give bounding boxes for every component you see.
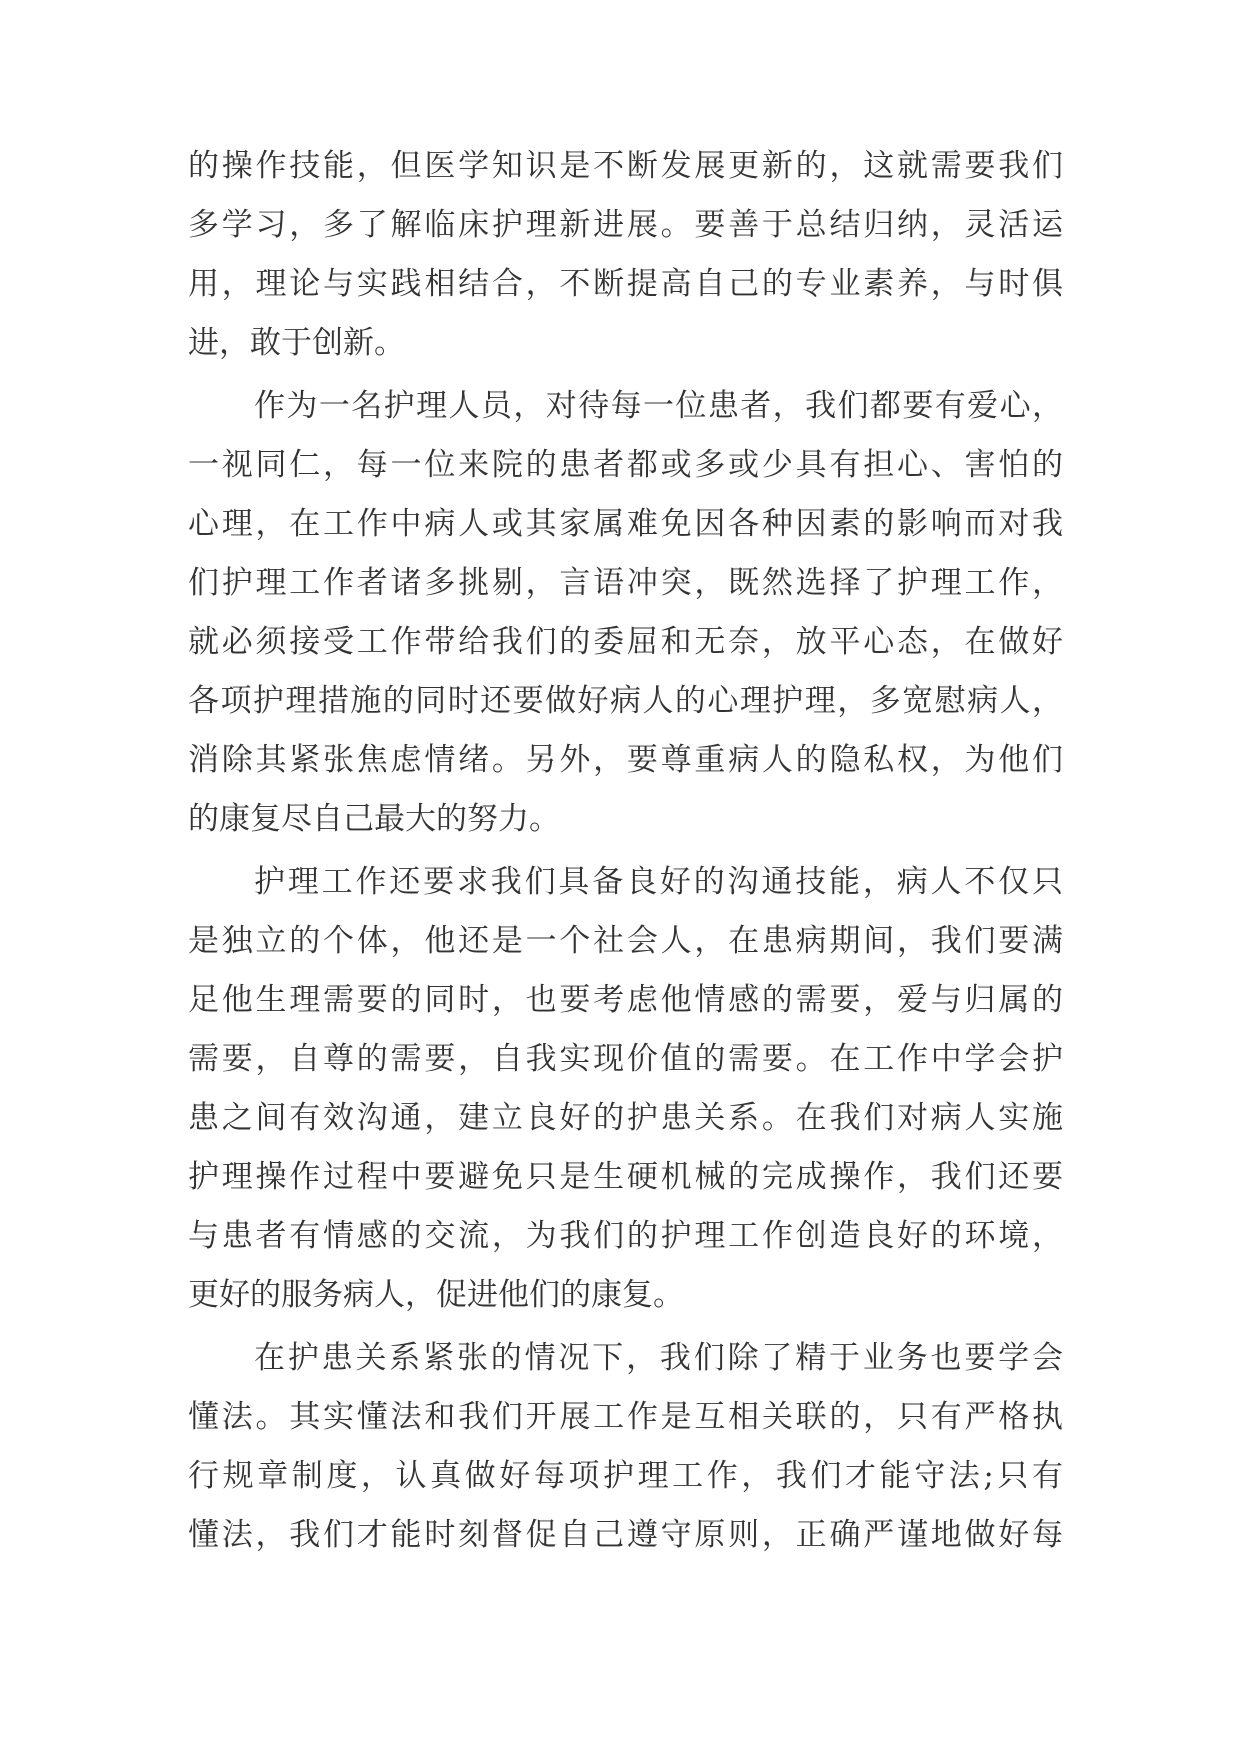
- text-line: 进，敢于创新。: [188, 325, 405, 361]
- text-line: 行规章制度，认真做好每项护理工作，我们才能守法;只有: [188, 1458, 1063, 1494]
- text-line: 用，理论与实践相结合，不断提高自己的专业素养，与时俱: [188, 266, 1063, 302]
- text-line: 与患者有情感的交流，为我们的护理工作创造良好的环境，: [188, 1218, 1063, 1254]
- text-line: 们护理工作者诸多挑剔，言语冲突，既然选择了护理工作，: [188, 565, 1063, 601]
- paragraph-first-line: 护理工作还要求我们具备良好的沟通技能，病人不仅只: [254, 864, 1063, 900]
- text-line: 需要，自尊的需要，自我实现价值的需要。在工作中学会护: [188, 1041, 1063, 1077]
- paragraph-first-line: 在护患关系紧张的情况下，我们除了精于业务也要学会: [254, 1340, 1063, 1376]
- text-line: 各项护理措施的同时还要做好病人的心理护理，多宽慰病人，: [188, 683, 1063, 719]
- text-line: 就必须接受工作带给我们的委屈和无奈，放平心态，在做好: [188, 624, 1063, 660]
- text-line: 懂法。其实懂法和我们开展工作是互相关联的，只有严格执: [188, 1399, 1063, 1435]
- text-line: 护理操作过程中要避免只是生硬机械的完成操作，我们还要: [188, 1159, 1063, 1195]
- text-line: 一视同仁，每一位来院的患者都或多或少具有担心、害怕的: [188, 447, 1063, 483]
- text-line: 更好的服务病人，促进他们的康复。: [188, 1277, 684, 1313]
- text-line: 心理，在工作中病人或其家属难免因各种因素的影响而对我: [188, 506, 1063, 542]
- text-line: 懂法，我们才能时刻督促自己遵守原则，正确严谨地做好每: [188, 1517, 1063, 1553]
- text-line: 的操作技能，但医学知识是不断发展更新的，这就需要我们: [188, 148, 1063, 184]
- text-line: 是独立的个体，他还是一个社会人，在患病期间，我们要满: [188, 923, 1063, 959]
- text-line: 消除其紧张焦虑情绪。另外，要尊重病人的隐私权，为他们: [188, 742, 1063, 778]
- text-line: 多学习，多了解临床护理新进展。要善于总结归纳，灵活运: [188, 207, 1063, 243]
- text-line: 的康复尽自己最大的努力。: [188, 801, 560, 837]
- text-line: 足他生理需要的同时，也要考虑他情感的需要，爱与归属的: [188, 982, 1063, 1018]
- paragraph-first-line: 作为一名护理人员，对待每一位患者，我们都要有爱心，: [254, 388, 1063, 424]
- text-line: 患之间有效沟通，建立良好的护患关系。在我们对病人实施: [188, 1100, 1063, 1136]
